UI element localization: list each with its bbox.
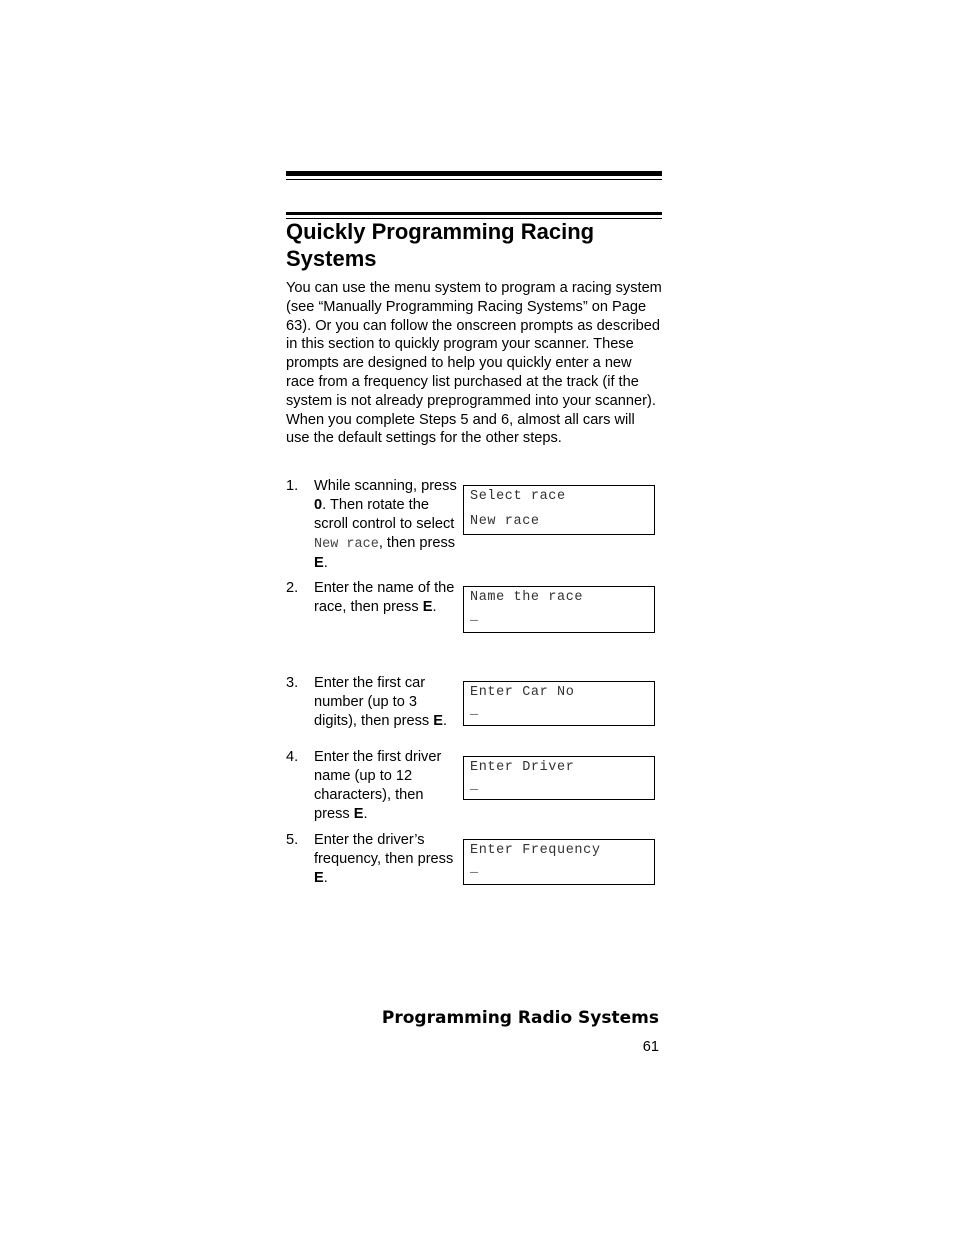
chapter-title: Programming Radio Systems	[381, 1008, 659, 1028]
lcd-line-2: _	[470, 703, 479, 718]
lcd-line-2: New race	[470, 514, 540, 529]
key-label: E	[314, 870, 324, 886]
lcd-line-1: Enter Driver	[470, 760, 575, 775]
step-text: Enter the first car number (up to 3 digits), then press E.	[314, 675, 448, 729]
step-number: 3.	[286, 675, 299, 691]
step-number: 5.	[286, 832, 299, 848]
step-text: Enter the first driver name (up to 12 characters), then press E.	[314, 749, 442, 822]
lcd-display	[463, 839, 655, 885]
lcd-line-1: Enter Car No	[470, 685, 575, 700]
step-text: While scanning, press 0. Then rotate the scroll control to select New race, then press E.	[314, 478, 457, 571]
lcd-line-1: Select race	[470, 489, 566, 504]
lcd-display	[463, 586, 655, 633]
step-3	[286, 674, 666, 734]
key-label: E	[433, 713, 443, 729]
key-label: E	[314, 555, 324, 571]
key-label: E	[422, 599, 433, 615]
lcd-line-2: _	[470, 861, 479, 876]
lcd-display	[463, 485, 655, 535]
lcd-line-2: _	[470, 609, 479, 624]
step-1	[286, 477, 666, 573]
top-rule-thin	[286, 179, 662, 180]
lcd-line-1: Enter Frequency	[470, 843, 601, 858]
top-rule-thick	[286, 171, 662, 176]
lcd-line-1: Name the race	[470, 590, 584, 605]
section-rule-thick	[286, 212, 662, 215]
lcd-display	[463, 681, 655, 726]
step-number: 4.	[286, 749, 299, 765]
menu-option: New race	[314, 537, 379, 552]
step-text: Enter the driver’s frequency, then press E.	[314, 832, 454, 886]
step-2	[286, 579, 666, 639]
intro-paragraph: You can use the menu system to program a racing system (see “Manually Programming Racing Systems” on Page 63). Or you can follow the onscreen prompts as described in this section to quickly program your scanner. These prompts are designed to help you quickly enter a new race from a frequency list purchased at the track (if the system is not already preprogrammed into your scanner). When you complete Steps 5 and 6, almost all cars will use the default settings for the other steps.	[286, 280, 662, 447]
step-5	[286, 831, 666, 891]
step-text: Enter the name of the race, then press E.	[314, 580, 455, 615]
key-label: 0	[314, 497, 323, 513]
step-number: 1.	[286, 478, 299, 494]
step-4	[286, 748, 666, 828]
lcd-line-2: _	[470, 778, 479, 793]
lcd-display	[463, 756, 655, 800]
key-label: E	[353, 806, 364, 822]
step-number: 2.	[286, 580, 299, 596]
section-title: Quickly Programming Racing Systems	[286, 219, 595, 271]
page-number: 61	[642, 1039, 659, 1055]
